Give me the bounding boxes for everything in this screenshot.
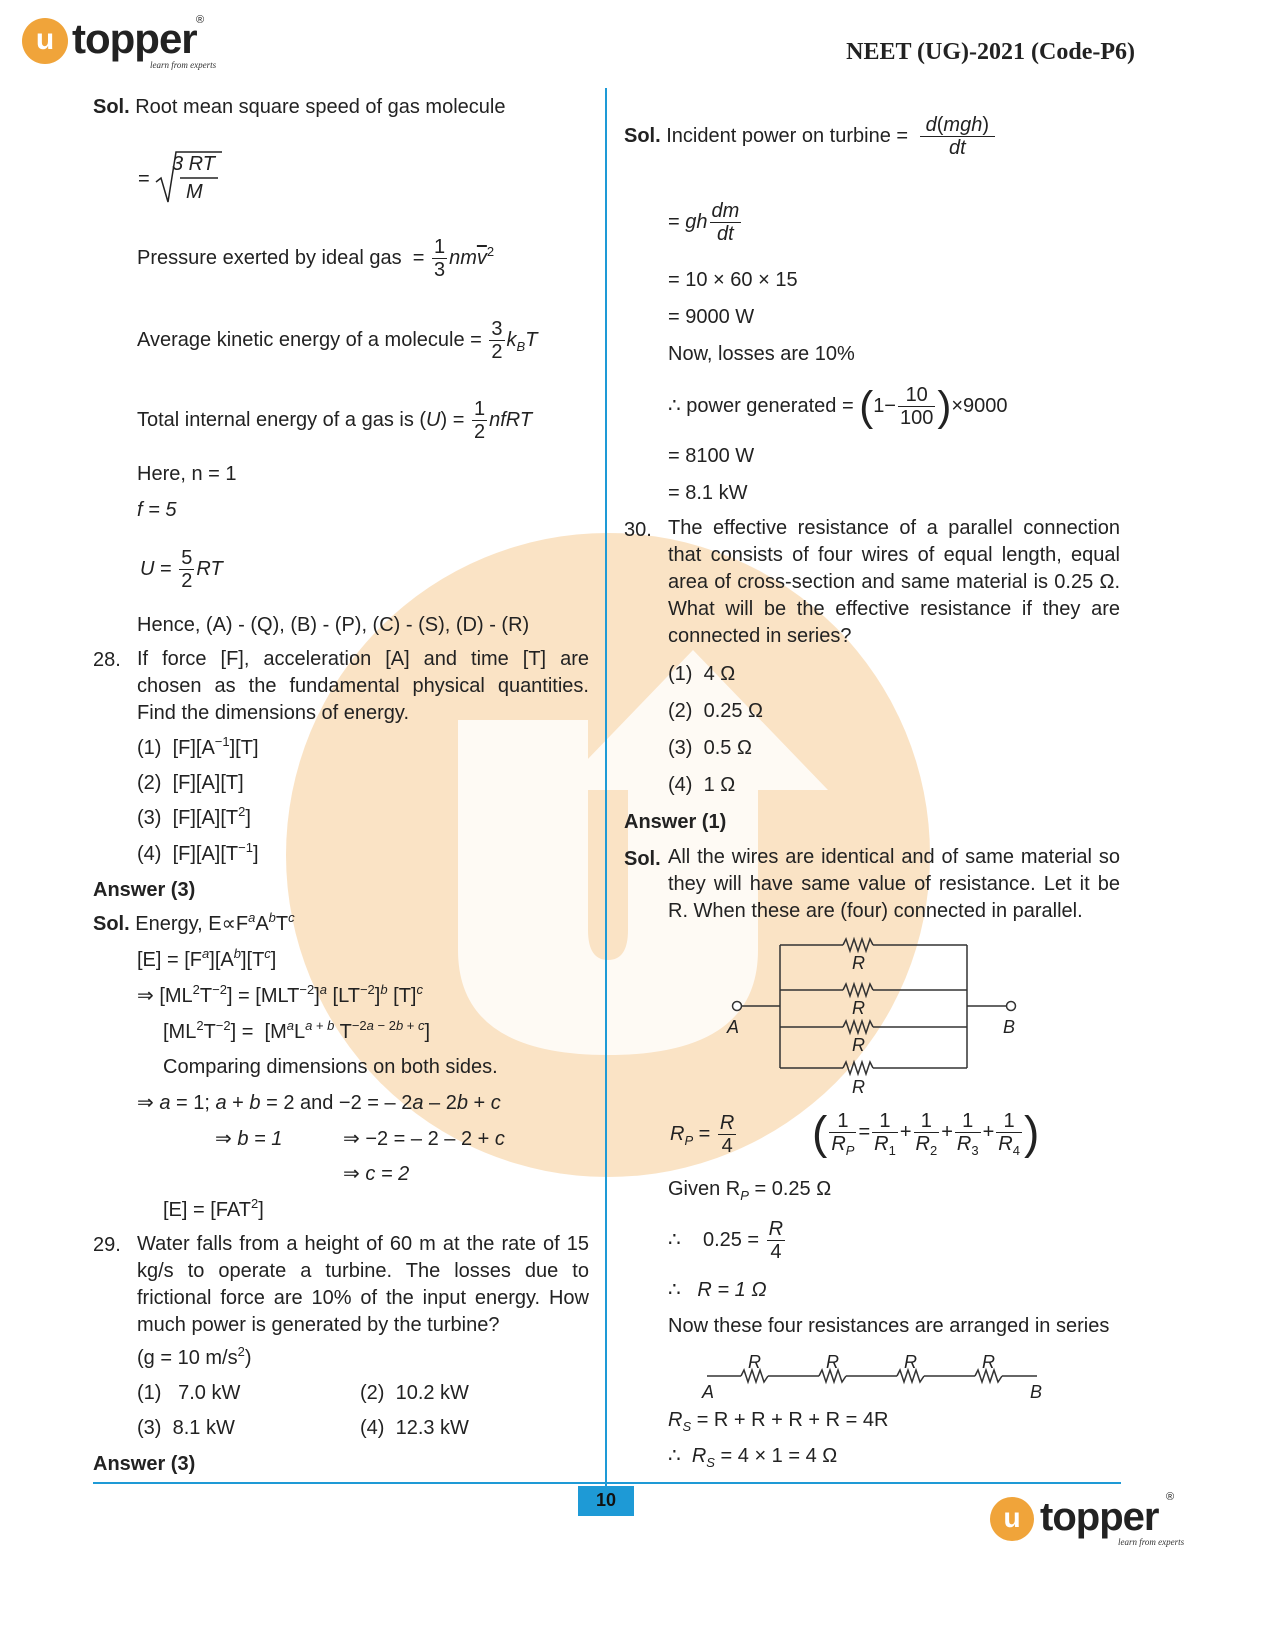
q28-text: If force [F], acceleration [A] and time [T] are chosen as the fundamental physical quantities. Find the dimensions of energy.	[137, 648, 589, 724]
brand-logo	[22, 14, 222, 74]
footer-registered-mark: ®	[1166, 1491, 1175, 1503]
q28-step-5a: ⇒ b = 1	[215, 1128, 283, 1150]
sol27-title: Root mean square speed of gas molecule	[135, 96, 506, 118]
series-text: Now these four resistances are arranged in series	[668, 1315, 1110, 1337]
rms-denominator: M	[186, 181, 203, 203]
therefore-eq: ∴ 0.25 = $\frac{R}{4}$	[668, 1218, 784, 1264]
brand-name: topper	[72, 15, 197, 62]
q28-step-4: ⇒ a = 1; a + b = 2 and −2 = – 2a – 2b + c	[137, 1092, 501, 1114]
footer-rule	[93, 1482, 1121, 1484]
pressure-text: Pressure exerted by ideal gas	[137, 247, 402, 269]
q28-step-5b: ⇒ −2 = – 2 – 2 + c	[343, 1128, 505, 1150]
footer-brand-tagline: learn from experts	[1118, 1537, 1185, 1547]
q30-option-1: (1) 4 Ω	[668, 663, 736, 685]
parallel-resistor-label-4: R	[852, 1077, 865, 1097]
q28-step-1: $[E] = [F^a][A^b][T^c]$	[137, 946, 277, 971]
sol27-heading	[93, 95, 505, 119]
given-rp: Given $R_P = 0.25$ Ω	[668, 1178, 832, 1203]
sol29-result-1: = 8100 W	[668, 445, 755, 467]
rs-final: ∴ $R_S = 4 \times 1 = 4$ Ω	[668, 1445, 838, 1470]
rp-reciprocal-formula: ( $\frac{1}{R_P}$ = $\frac{1}{R_1}$ + $\frac{1}{R_2}$ + $\frac{1}{R_3}$ + $\frac{1}{R_4}$ )	[812, 1106, 1040, 1159]
footer-brand-logo	[990, 1493, 1190, 1553]
parallel-resistor-label-2: R	[852, 998, 865, 1018]
rms-numerator: 3 RT	[172, 153, 215, 175]
q28-option-3: (3) $[F][A][T^2]$	[137, 804, 251, 829]
q28-step-6: ⇒ c = 2	[343, 1163, 410, 1185]
pressure-line: Pressure exerted by ideal gas = $\frac{1}{3}$ $nm\overline{v}^2$	[137, 236, 495, 282]
exam-title: NEET (UG)-2021 (Code-P6)	[846, 39, 1135, 65]
parallel-resistor-label-1: R	[852, 953, 865, 973]
sol29-heading: Sol. Incident power on turbine = d(mgh) dt	[624, 110, 997, 162]
q29-option-3: (3) 8.1 kW	[137, 1417, 235, 1439]
q30-option-4: (4) 1 Ω	[668, 774, 736, 796]
series-resistor-label-4: R	[982, 1352, 995, 1372]
q29-option-2: (2) 10.2 kW	[360, 1382, 469, 1404]
r-result: ∴ R = 1 Ω	[668, 1279, 767, 1301]
parallel-node-a: A	[727, 1017, 740, 1037]
q28-step-3: $[ML^2T^{-2}] = [M^aL^{a + b}$ $T^{-2a - 2b + c}$]	[163, 1018, 431, 1043]
q29-option-4: (4) 12.3 kW	[360, 1417, 469, 1439]
sol29-step-1: = gh $\frac{dm}{dt}$	[668, 200, 740, 246]
registered-mark: ®	[196, 14, 205, 26]
sol29-power-generated: ∴ power generated = (1− $\frac{10}{100}$ )×9000	[668, 382, 1008, 430]
ke-text: Average kinetic energy of a molecule	[137, 329, 465, 351]
sol29-losses: Now, losses are 10%	[668, 343, 855, 365]
parallel-resistor-label-3: R	[852, 1035, 865, 1055]
series-node-a: A	[702, 1382, 715, 1402]
sol29-result-2: = 8.1 kW	[668, 482, 748, 504]
q30-sol-text: All the wires are identical and of same material so they will have same value of resistance. Let it be R. When these are (four) connected in parallel.	[668, 846, 1120, 922]
column-divider	[605, 88, 607, 1516]
sol29-calc-1: = 10 × 60 × 15	[668, 269, 798, 291]
q28-number: 28.	[93, 649, 121, 671]
q28-option-2: (2) [F][A][T]	[137, 772, 244, 794]
series-resistor-label-2: R	[826, 1352, 839, 1372]
q28-option-4: (4) $[F][A][T^{-1}]$	[137, 840, 259, 865]
q30-number: 30.	[624, 519, 652, 541]
q29-number: 29.	[93, 1234, 121, 1256]
series-resistor-label-1: R	[748, 1352, 761, 1372]
sol27-hence: Hence, (A) - (Q), (B) - (P), (C) - (S), (D) - (R)	[137, 614, 530, 636]
q29-text: Water falls from a height of 60 m at the rate of 15 kg/s to operate a turbine. The losses due to frictional force are 10% of the input energy. How much power is generated by the turbine?	[137, 1233, 589, 1336]
u-result: U = $\frac{5}{2}$ RT	[140, 547, 223, 593]
rms-formula: = 3 RT M	[138, 150, 248, 206]
brand-tagline: learn from experts	[150, 60, 217, 70]
here-n: Here, n = 1	[137, 463, 237, 485]
series-node-b: B	[1030, 1382, 1043, 1402]
q30-sol-label: Sol.	[624, 848, 661, 870]
q29-answer: Answer (3)	[93, 1453, 196, 1475]
parallel-node-b: B	[1003, 1017, 1016, 1037]
rs-equation: $R_S = R + R + R + R = 4R$	[668, 1409, 889, 1434]
f-value: f = 5	[137, 499, 177, 521]
sol29-calc-2: = 9000 W	[668, 306, 755, 328]
footer-brand-mark-icon: u	[990, 1497, 1034, 1541]
page-number: 10	[578, 1486, 634, 1516]
internal-text: Total internal energy of a gas is	[137, 409, 414, 431]
parallel-circuit-diagram	[725, 935, 1025, 1095]
q28-step-2: ⇒ $[ML^2T^{-2}] = [MLT^{-2}]^a$ $[LT^{-2}]^b$ $[T]^c$	[137, 982, 423, 1007]
q30-answer: Answer (1)	[624, 811, 727, 833]
q30-option-3: (3) 0.5 Ω	[668, 737, 752, 759]
q29-given: (g = 10 $m/s^2$)	[137, 1344, 252, 1369]
ke-line: Average kinetic energy of a molecule = $\frac{3}{2}$ $k_BT$	[137, 318, 538, 364]
q28-option-1: (1) $[F][A^{-1}][T]$	[137, 734, 259, 759]
footer-brand-name: topper	[1040, 1495, 1159, 1539]
brand-mark-icon: u	[22, 18, 68, 64]
q28-sol-heading: Sol. Energy, $E\propto F^aA^bT^c$	[93, 910, 295, 935]
q30-text: The effective resistance of a parallel connection that consists of four wires of equal length, equal area of cross-section and same material is 0.25 Ω. What will be the effective resistance if they are connected in series?	[668, 517, 1120, 647]
q30-option-2: (2) 0.25 Ω	[668, 700, 764, 722]
rp-formula: $R_P$ = $\frac{R}{4}$	[670, 1112, 735, 1158]
series-resistor-label-3: R	[904, 1352, 917, 1372]
q29-option-1: (1) 7.0 kW	[137, 1382, 241, 1404]
internal-energy-line: Total internal energy of a gas is (U) = $\frac{1}{2}$ nfRT	[137, 398, 533, 444]
q28-answer: Answer (3)	[93, 879, 196, 901]
q28-comparing: Comparing dimensions on both sides.	[163, 1056, 498, 1078]
q28-final: $[E] = [FAT^2]$	[163, 1196, 264, 1221]
sol27-label: Sol.	[93, 96, 130, 118]
